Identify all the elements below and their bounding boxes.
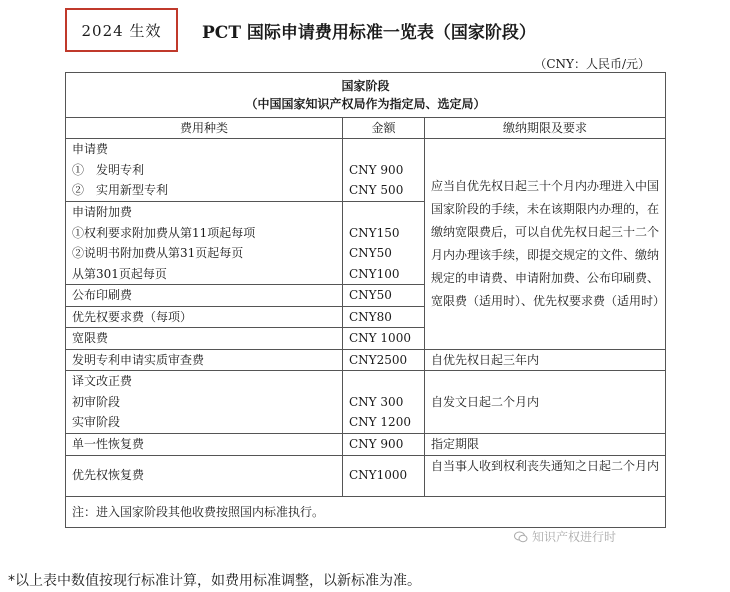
examination-fee-label: 发明专利申请实质审查费 [66, 349, 343, 371]
application-fee-invention: ① 发明专利 [72, 162, 145, 177]
surcharge-description-301-amount: CNY100 [349, 266, 400, 281]
column-header-row [66, 118, 666, 139]
translation-fee-label: 译文改正费 [72, 374, 133, 388]
translation-fee-deadline: 自发文日起二个月内 [425, 371, 666, 434]
column-header-amount: 金额 [343, 118, 425, 139]
examination-fee-deadline: 自优先权日起三年内 [425, 349, 666, 371]
table-row-note [66, 496, 666, 527]
column-header-fee-type: 费用种类 [66, 118, 343, 139]
surcharge-label: 申请附加费 [72, 205, 133, 219]
table-row-unity-fee [66, 434, 666, 456]
translation-fee-preliminary: 初审阶段 [72, 394, 121, 409]
currency-unit-note: （CNY：人民币/元） [534, 57, 650, 71]
column-header-deadline: 缴纳期限及要求 [425, 118, 666, 139]
watermark [514, 528, 616, 545]
priority-fee-label: 优先权要求费（每项） [66, 306, 343, 328]
national-phase-deadline-text: 应当自优先权日起三十个月内办理进入中国国家阶段的手续，未在该期限内办理的，在缴纳宽限费后，可以自优先权日起三十二个月内办理该手续，即提交规定的文件、缴纳规定的申请费、申请附加费、公布印刷费、宽限费（适用时）、优先权要求费（适用时） [425, 139, 666, 350]
printing-fee-label: 公布印刷费 [66, 285, 343, 307]
table-note: 注：进入国家阶段其他收费按照国内标准执行。 [66, 496, 666, 527]
table-header [66, 73, 666, 118]
surcharge-description-301: 从第301页起每页 [72, 266, 167, 281]
table-row-examination-fee [66, 349, 666, 371]
examination-fee-amount: CNY2500 [343, 349, 425, 371]
grace-fee-label: 宽限费 [66, 328, 343, 350]
grace-fee-amount: CNY 1000 [343, 328, 425, 350]
priority-restoration-fee-deadline: 自当事人收到权利丧失通知之日起二个月内 [425, 455, 666, 496]
table-row-translation-fee [66, 371, 666, 434]
priority-restoration-fee-amount: CNY1000 [343, 455, 425, 496]
effective-year-badge: 2024 生效 [65, 8, 178, 52]
translation-fee-substantive-amount: CNY 1200 [349, 415, 411, 429]
page-title: PCT 国际申请费用标准一览表（国家阶段） [202, 23, 536, 43]
translation-fee-preliminary-amount: CNY 300 [349, 394, 404, 409]
wechat-icon [514, 531, 528, 543]
unity-fee-deadline: 指定期限 [425, 434, 666, 456]
priority-fee-amount: CNY80 [343, 306, 425, 328]
application-fee-label: 申请费 [72, 142, 109, 156]
footer-disclaimer: *以上表中数值按现行标准计算，如费用标准调整，以新标准为准。 [8, 573, 421, 589]
surcharge-description: ②说明书附加费从第31页起每页 [72, 246, 244, 260]
priority-restoration-fee-label: 优先权恢复费 [66, 455, 343, 496]
surcharge-claims-amount: CNY150 [349, 225, 400, 240]
watermark-text: 知识产权进行时 [532, 530, 617, 544]
unity-fee-amount: CNY 900 [343, 434, 425, 456]
table-header-subtitle: （中国国家知识产权局作为指定局、选定局） [245, 97, 486, 111]
table-header-title: 国家阶段 [341, 79, 390, 93]
unity-fee-label: 单一性恢复费 [66, 434, 343, 456]
application-fee-utility-amount: CNY 500 [349, 183, 404, 197]
application-fee-invention-amount: CNY 900 [349, 162, 404, 177]
table-row-priority-restoration-fee [66, 455, 666, 496]
printing-fee-amount: CNY50 [343, 285, 425, 307]
table-row-application-fee [66, 139, 666, 202]
translation-fee-substantive: 实审阶段 [72, 415, 121, 429]
surcharge-description-amount: CNY50 [349, 246, 392, 260]
fee-table [65, 72, 666, 528]
surcharge-claims: ①权利要求附加费从第11项起每项 [72, 225, 256, 240]
application-fee-utility: ② 实用新型专利 [72, 183, 169, 197]
